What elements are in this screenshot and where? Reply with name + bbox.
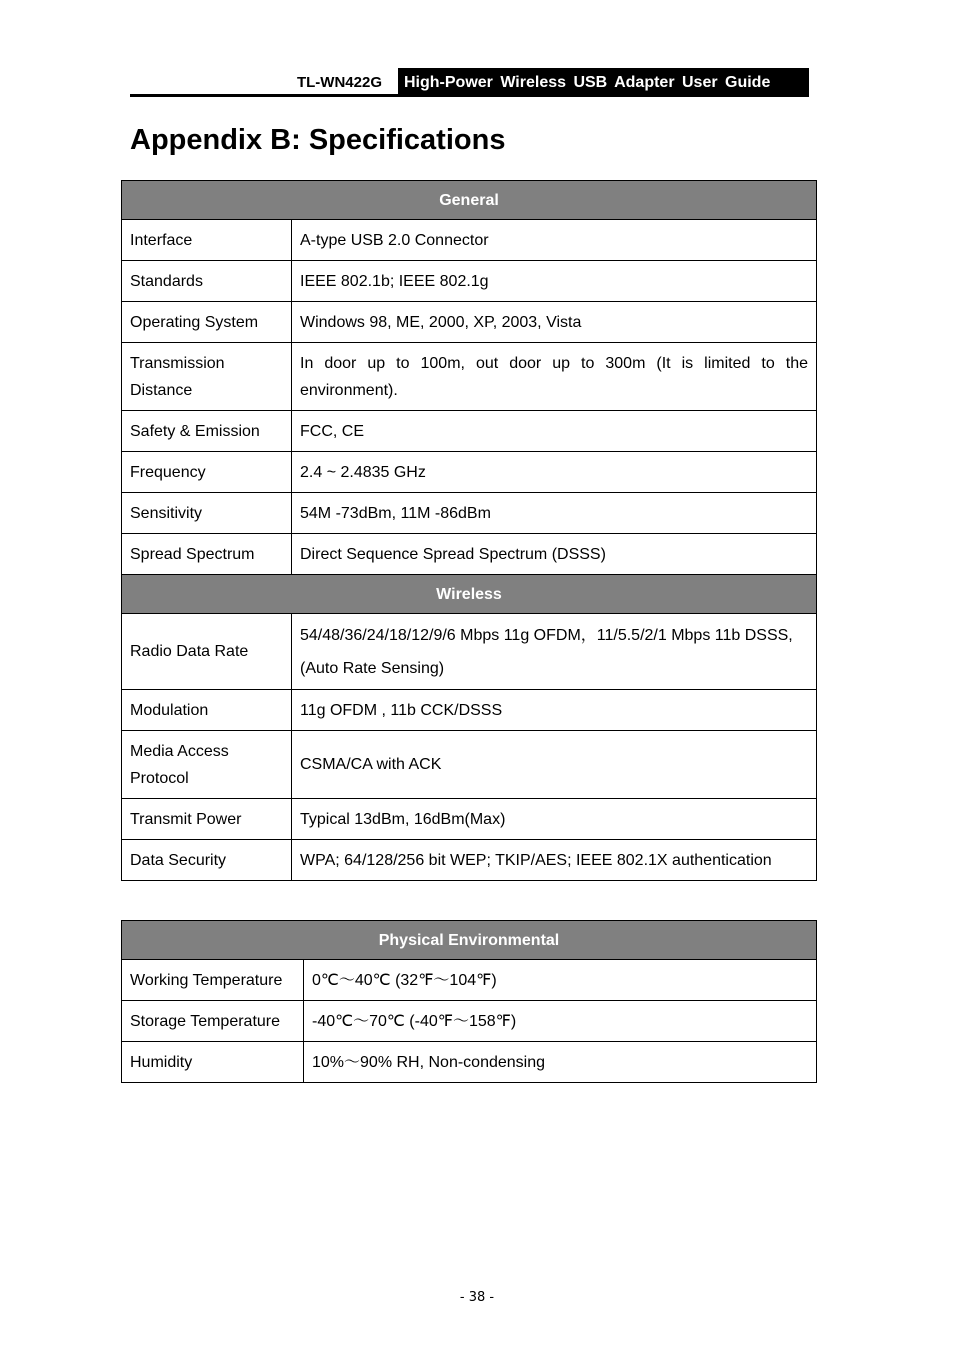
spec-label: Data Security bbox=[122, 840, 292, 881]
spec-value: WPA; 64/128/256 bit WEP; TKIP/AES; IEEE 802.1X authentication bbox=[292, 840, 817, 881]
table-row bbox=[122, 690, 817, 731]
page-number: - 38 - bbox=[459, 1290, 495, 1305]
page-header bbox=[130, 68, 809, 96]
spec-value: 0℃～40℃ (32℉～104℉) bbox=[304, 960, 817, 1001]
spec-value: A-type USB 2.0 Connector bbox=[292, 220, 817, 261]
spec-value: -40℃～70℃ (-40℉～158℉) bbox=[304, 1001, 817, 1042]
spec-label: Operating System bbox=[122, 302, 292, 343]
spec-label: Frequency bbox=[122, 452, 292, 493]
table-row bbox=[122, 343, 817, 411]
spec-label: Sensitivity bbox=[122, 493, 292, 534]
spec-value: Direct Sequence Spread Spectrum (DSSS) bbox=[292, 534, 817, 575]
section-row bbox=[122, 181, 817, 220]
spec-label: Interface bbox=[122, 220, 292, 261]
spec-value: 54M -73dBm, 11M -86dBm bbox=[292, 493, 817, 534]
spec-label: Media Access Protocol bbox=[122, 731, 292, 799]
spec-label: Transmit Power bbox=[122, 799, 292, 840]
spec-label: Storage Temperature bbox=[122, 1001, 304, 1042]
spec-label: Humidity bbox=[122, 1042, 304, 1083]
spec-label: Spread Spectrum bbox=[122, 534, 292, 575]
table-row bbox=[122, 220, 817, 261]
section-heading-wireless: Wireless bbox=[122, 575, 817, 614]
spec-value: CSMA/CA with ACK bbox=[292, 731, 817, 799]
table-row bbox=[122, 302, 817, 343]
spec-label: Working Temperature bbox=[122, 960, 304, 1001]
spec-value: 54/48/36/24/18/12/9/6 Mbps 11g OFDM，11/5.5/2/1 Mbps 11b DSSS,(Auto Rate Sensing) bbox=[292, 614, 817, 690]
table-row bbox=[122, 493, 817, 534]
spec-label: Safety & Emission bbox=[122, 411, 292, 452]
spec-label: Radio Data Rate bbox=[122, 614, 292, 690]
section-heading-general: General bbox=[122, 181, 817, 220]
spec-value: Typical 13dBm, 16dBm(Max) bbox=[292, 799, 817, 840]
environment-table bbox=[121, 920, 817, 1083]
header-guide-title: High-Power Wireless USB Adapter User Guide bbox=[396, 68, 809, 94]
table-row bbox=[122, 731, 817, 799]
spec-label: Standards bbox=[122, 261, 292, 302]
table-row bbox=[122, 534, 817, 575]
table-row bbox=[122, 840, 817, 881]
spec-value: 11g OFDM , 11b CCK/DSSS bbox=[292, 690, 817, 731]
table-row bbox=[122, 799, 817, 840]
section-heading-environment: Physical Environmental bbox=[122, 921, 817, 960]
spec-label: Modulation bbox=[122, 690, 292, 731]
table-row bbox=[122, 960, 817, 1001]
spec-value: In door up to 100m, out door up to 300m (It is limited to the environment). bbox=[292, 343, 817, 411]
section-row bbox=[122, 575, 817, 614]
table-row bbox=[122, 411, 817, 452]
section-row bbox=[122, 921, 817, 960]
table-row bbox=[122, 1042, 817, 1083]
header-rule bbox=[130, 94, 809, 97]
spec-value: 10%～90% RH, Non-condensing bbox=[304, 1042, 817, 1083]
header-model: TL-WN422G bbox=[296, 74, 382, 91]
table-row bbox=[122, 452, 817, 493]
table-row bbox=[122, 261, 817, 302]
page-title: Appendix B: Specifications bbox=[130, 124, 506, 156]
table-row bbox=[122, 1001, 817, 1042]
spec-value: 2.4 ~ 2.4835 GHz bbox=[292, 452, 817, 493]
spec-value: FCC, CE bbox=[292, 411, 817, 452]
table-row bbox=[122, 614, 817, 690]
spec-value: IEEE 802.1b; IEEE 802.1g bbox=[292, 261, 817, 302]
spec-value: Windows 98, ME, 2000, XP, 2003, Vista bbox=[292, 302, 817, 343]
spec-label: Transmission Distance bbox=[122, 343, 292, 411]
specifications-table bbox=[121, 180, 817, 881]
